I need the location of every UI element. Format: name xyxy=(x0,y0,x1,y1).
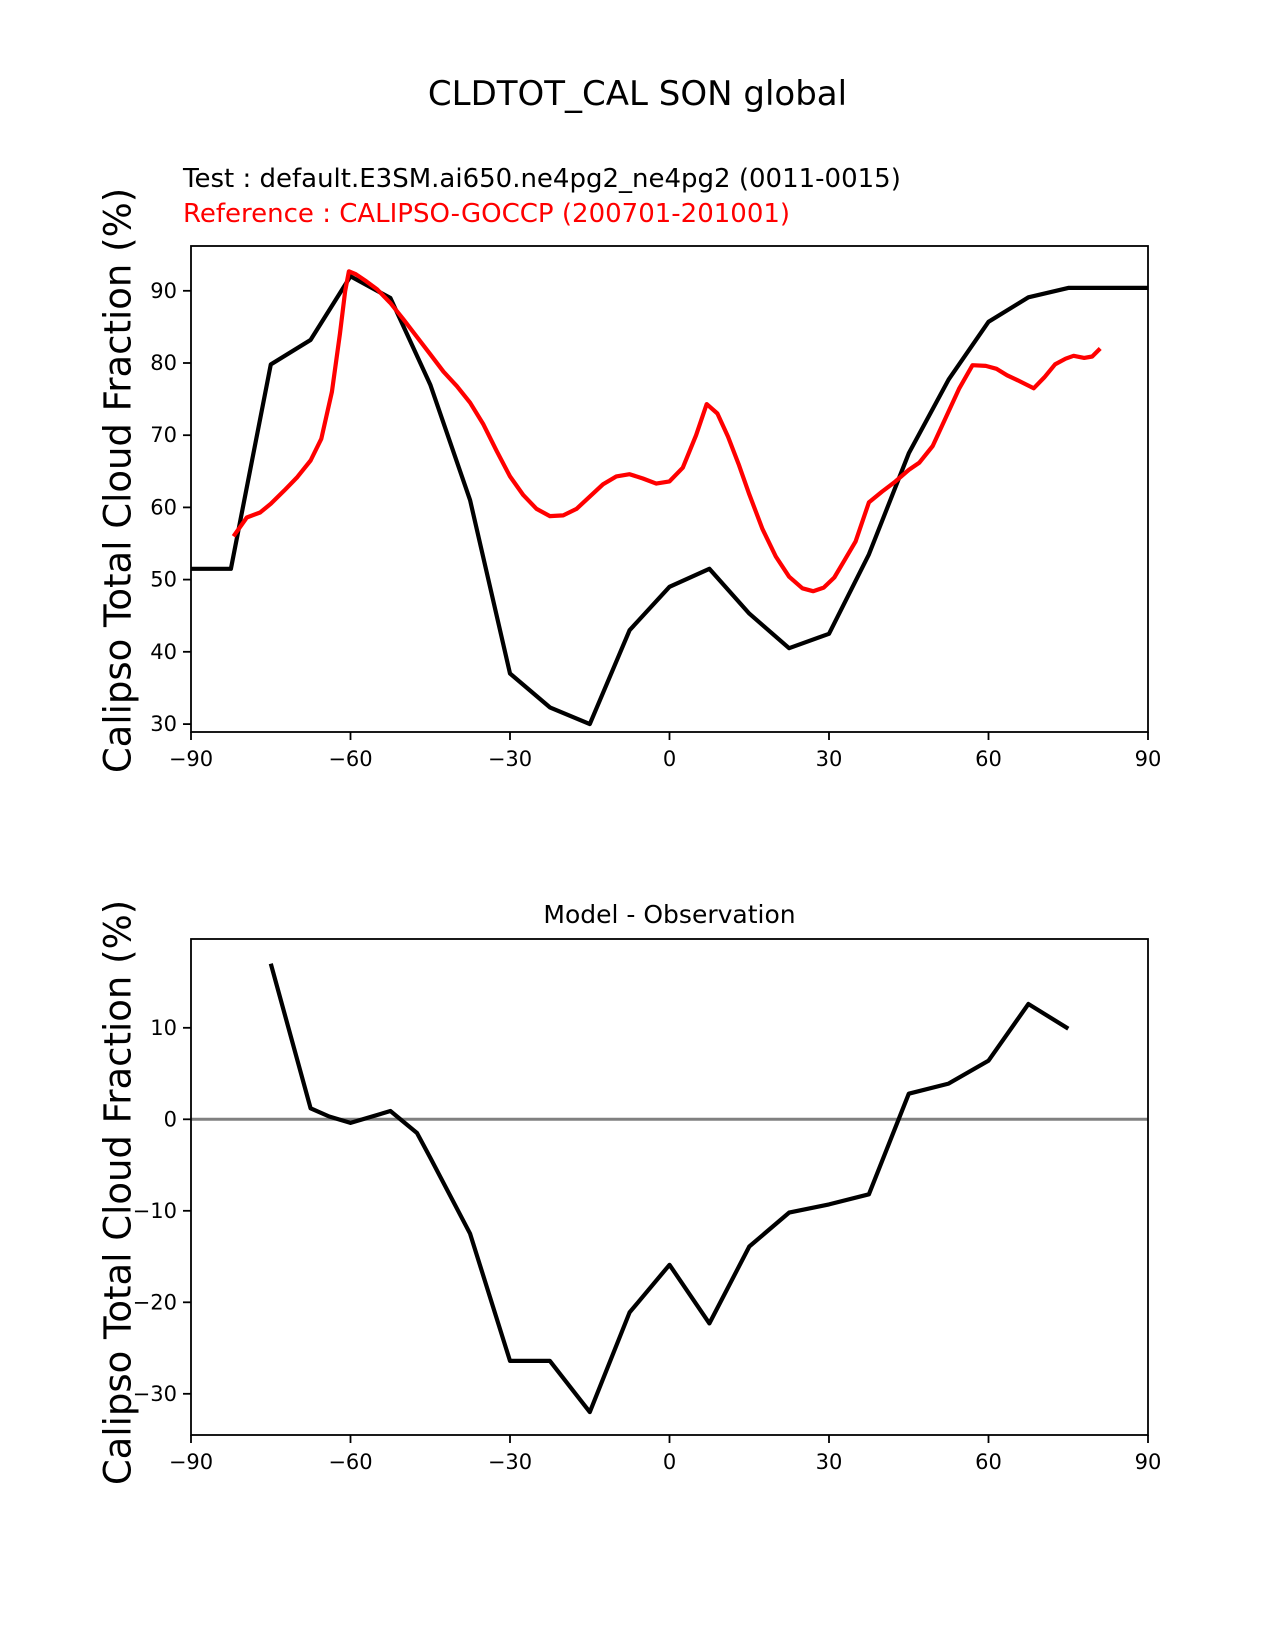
series-line-0 xyxy=(271,964,1069,1412)
top-plot-axes xyxy=(150,246,1161,771)
subtitle-test-run: Test : default.E3SM.ai650.ne4pg2_ne4pg2 (0011-0015) xyxy=(183,164,901,194)
figure-title: CLDTOT_CAL SON global xyxy=(427,74,848,114)
x-tick-label: 90 xyxy=(1134,747,1162,771)
diff-plot-title: Model - Observation xyxy=(543,900,796,929)
y-axis-label-bottom: Calipso Total Cloud Fraction (%) xyxy=(96,899,140,1486)
x-tick-label: −60 xyxy=(328,1450,373,1474)
y-tick-label: −10 xyxy=(132,1198,177,1223)
x-tick-label: −60 xyxy=(328,747,373,771)
x-tick-label: 60 xyxy=(975,747,1002,771)
y-tick-label: 50 xyxy=(150,567,177,592)
x-tick-label: 0 xyxy=(662,1450,677,1474)
diff-plot-axes xyxy=(133,939,1162,1474)
subtitle-reference-run: Reference : CALIPSO-GOCCP (200701-201001) xyxy=(183,199,791,229)
y-tick-label: 0 xyxy=(163,1107,177,1132)
series-line-0 xyxy=(191,276,1148,724)
plot-frame xyxy=(191,939,1148,1435)
x-tick-label: −30 xyxy=(487,747,533,771)
x-tick-label: −90 xyxy=(168,1450,214,1474)
y-axis-label-top: Calipso Total Cloud Fraction (%) xyxy=(96,187,140,774)
y-tick-label: −20 xyxy=(132,1290,177,1315)
x-tick-label: 0 xyxy=(662,747,677,771)
y-tick-label: 30 xyxy=(150,712,177,737)
y-tick-label: 90 xyxy=(150,278,177,303)
y-tick-label: 60 xyxy=(150,495,177,520)
x-tick-label: 90 xyxy=(1134,1450,1162,1474)
x-tick-label: −90 xyxy=(168,747,214,771)
y-tick-label: 80 xyxy=(150,351,177,375)
y-tick-label: 40 xyxy=(150,639,177,664)
y-tick-label: 70 xyxy=(150,423,177,448)
y-tick-label: 10 xyxy=(150,1015,177,1040)
plot-frame xyxy=(191,246,1148,732)
x-tick-label: 30 xyxy=(815,747,843,771)
x-tick-label: −30 xyxy=(487,1450,533,1474)
y-tick-label: −30 xyxy=(132,1381,177,1406)
series-line-1 xyxy=(234,271,1101,591)
x-tick-label: 30 xyxy=(815,1450,843,1474)
x-tick-label: 60 xyxy=(975,1450,1002,1474)
